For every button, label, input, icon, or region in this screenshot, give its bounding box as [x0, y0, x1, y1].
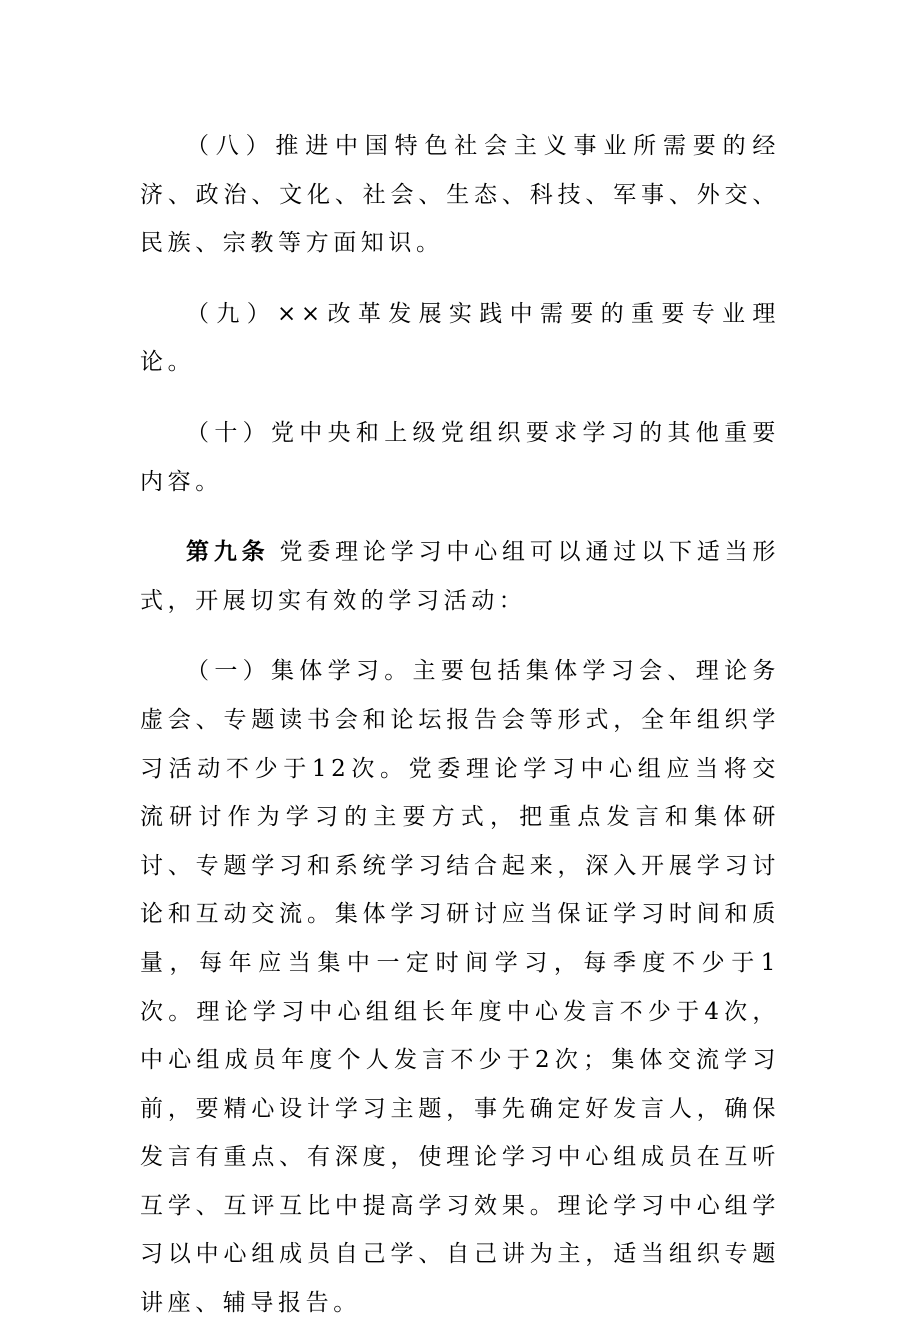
article-9-text: 党委理论学习中心组可以通过以下适当形式，开展切实有效的学习活动：: [140, 539, 780, 614]
paragraph-collective-study: （一）集体学习。主要包括集体学习会、理论务虚会、专题读书会和论坛报告会等形式，全年组织学习活动不少于12次。党委理论学习中心组应当将交流研讨作为学习的主要方式，把重点发言和集体研讨、专题学习和系统学习结合起来，深入开展学习讨论和互动交流。集体学习研讨应当保证学习时间和质量，每年应当集中一定时间学习，每季度不少于1次。理论学习中心组组长年度中心发言不少于4次，中心组成员年度个人发言不少于2次；集体交流学习前，要精心设计学习主题，事先确定好发言人，确保发言有重点、有深度，使理论学习中心组成员在互听互学、互评互比中提高学习效果。理论学习中心组学习以中心组成员自己学、自己讲为主，适当组织专题讲座、辅导报告。: [140, 658, 780, 1317]
article-heading: 第九条: [186, 538, 270, 566]
paragraph-item-8: （八）推进中国特色社会主义事业所需要的经济、政治、文化、社会、生态、科技、军事、外交、民族、宗教等方面知识。: [140, 133, 780, 257]
paragraph-item-9: （九）××改革发展实践中需要的重要专业理论。: [140, 300, 780, 376]
article-9-paragraph: [140, 528, 780, 625]
paragraph-item-10: （十）党中央和上级党组织要求学习的其他重要内容。: [140, 419, 780, 495]
document-body: [140, 122, 780, 1328]
